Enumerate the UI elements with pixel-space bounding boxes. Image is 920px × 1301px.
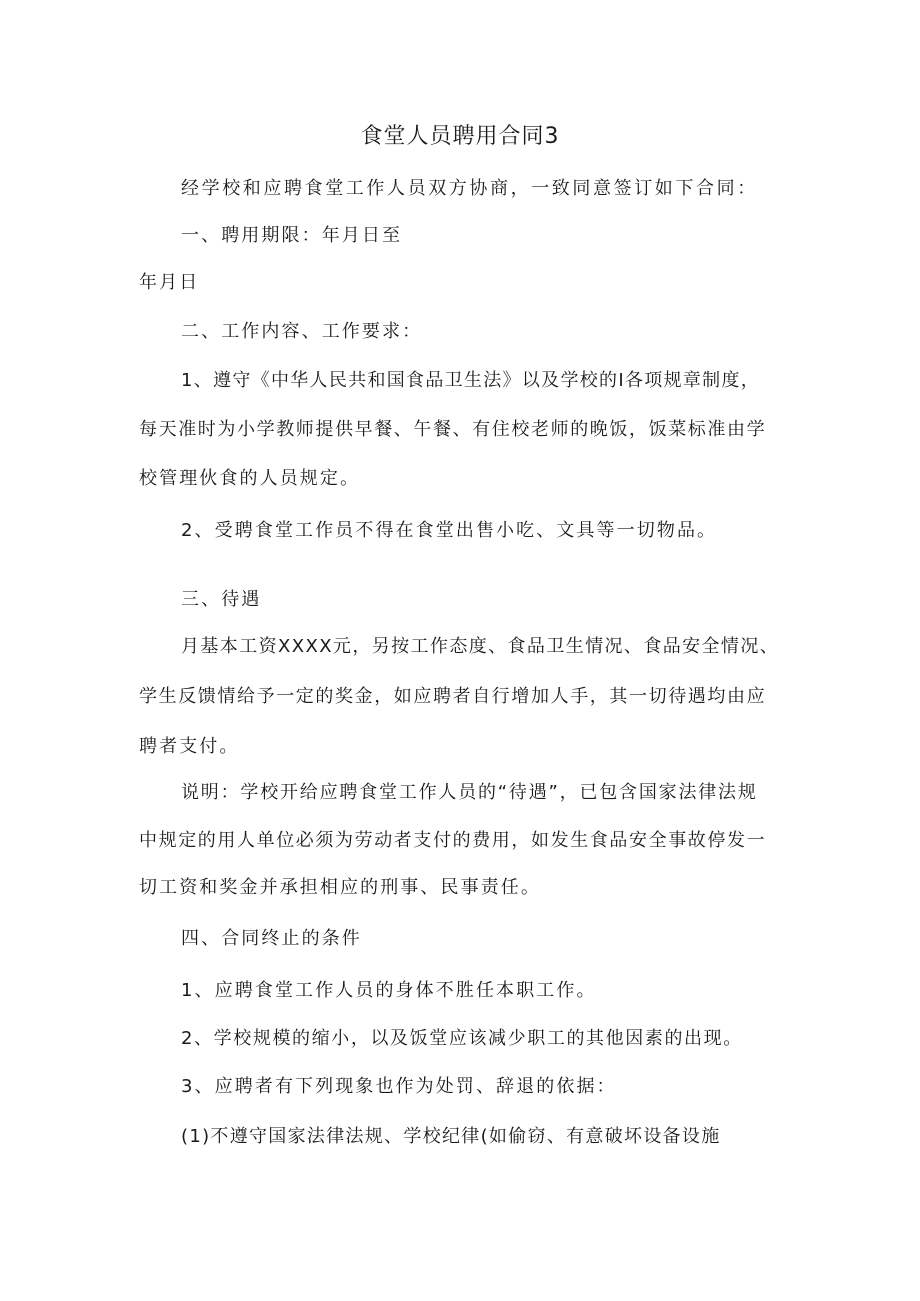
paragraph-line: 学生反馈情给予一定的奖金，如应聘者自行增加人手，其一切待遇均由应 — [139, 686, 767, 707]
section-2-heading: 二、工作内容、工作要求： — [181, 321, 423, 342]
paragraph-line: 1、遵守《中华人民共和国食品卫生法》以及学校的I各项规章制度， — [181, 370, 761, 391]
section-3-heading: 三、待遇 — [181, 589, 262, 610]
paragraph-line: 校管理伙食的人员规定。 — [139, 468, 361, 489]
paragraph-intro: 经学校和应聘食堂工作人员双方协商，一致同意签订如下合同： — [181, 178, 758, 199]
paragraph-line: 2、受聘食堂工作员不得在食堂出售小吃、文具等一切物品。 — [181, 520, 718, 541]
paragraph-line: (1)不遵守国家法律法规、学校纪律(如偷窃、有意破坏设备设施 — [181, 1126, 721, 1147]
section-4-heading: 四、合同终止的条件 — [181, 928, 362, 949]
paragraph-line: 中规定的用人单位必须为劳动者支付的费用，如发生食品安全事故停发一 — [139, 830, 767, 851]
paragraph-line: 3、应聘者有下列现象也作为处罚、辞退的依据： — [181, 1076, 617, 1097]
paragraph-line: 1、应聘食堂工作人员的身体不胜任本职工作。 — [181, 980, 597, 1001]
document-title: 食堂人员聘用合同3 — [360, 124, 560, 149]
paragraph-line: 说明：学校开给应聘食堂工作人员的“待遇”，已包含国家法律法规 — [181, 782, 758, 803]
paragraph-line: 聘者支付。 — [139, 736, 240, 757]
paragraph-line: 月基本工资XXXX元，另按工作态度、食品卫生情况、食品安全情况、 — [181, 636, 780, 657]
paragraph-line: 年月日 — [139, 272, 200, 293]
paragraph-line: 每天准时为小学教师提供早餐、午餐、有住校老师的晚饭，饭菜标准由学 — [139, 419, 767, 440]
paragraph-line: 2、学校规模的缩小，以及饭堂应该减少职工的其他因素的出现。 — [181, 1028, 743, 1049]
section-1-heading: 一、聘用期限：年月日至 — [181, 225, 403, 246]
paragraph-line: 切工资和奖金并承担相应的刑事、民事责任。 — [139, 877, 541, 898]
